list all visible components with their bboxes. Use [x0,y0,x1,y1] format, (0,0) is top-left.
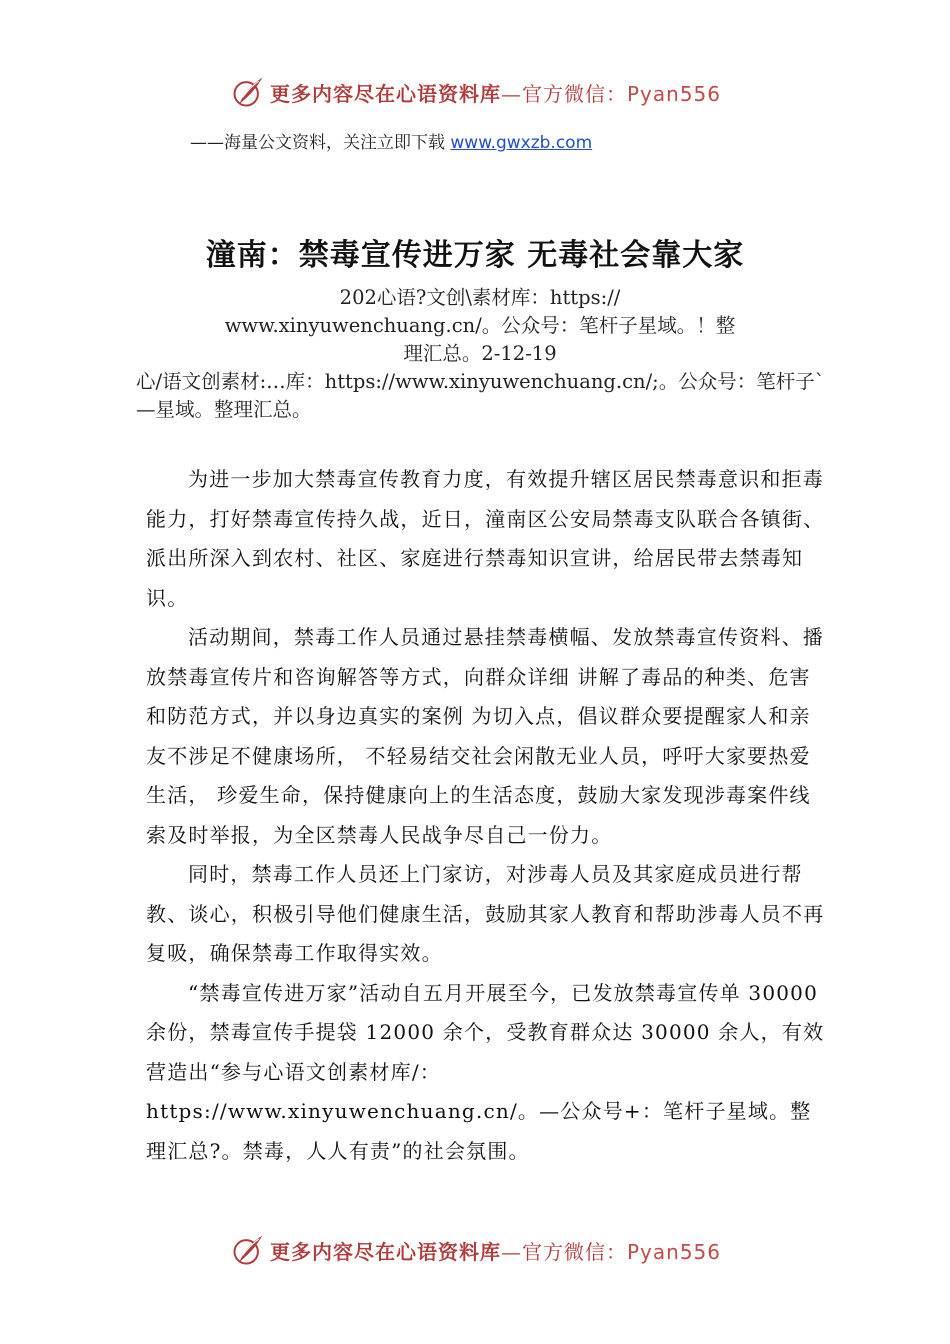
paragraph-3: 同时，禁毒工作人员还上门家访，对涉毒人员及其家庭成员进行帮教、谈心，积极引导他们健康生活，鼓励其家人教育和帮助涉毒人员不再复吸，确保禁毒工作取得实效。 [146,862,825,965]
banner-text [270,78,721,107]
meta-line-4: 心/语文创素材:…库：https://www.xinyuwenchuang.cn/;。公众号：笔杆子`—星域。整理汇总。 [136,370,825,421]
source-meta-block [100,284,860,368]
banner-wx-id: Pyan556 [627,1239,722,1264]
subline-prefix: ——海量公文资料，关注立即下载 [190,133,451,153]
paragraph-1: 为进一步加大禁毒宣传教育力度，有效提升辖区居民禁毒意识和拒毒能力，打好禁毒宣传持久战，近日，潼南区公安局禁毒支队联合各镇街、派出所深入到农村、社区、家庭进行禁毒知识宣讲，给居民带去禁毒知识。 [146,467,825,610]
paragraph-4: “禁毒宣传进万家”活动自五月开展至今，已发放禁毒宣传单 30000 余份，禁毒宣传手提袋 12000 余个，受教育群众达 30000 余人，有效营造出“参与心语文创素材库/：https://www.xinyuwenchuang.cn/。—公众号+：笔杆子星域。整理汇总?。禁毒，人人有责”的社会氛围。 [146,980,825,1163]
banner-main: 更多内容尽在心语资料库 [270,81,501,106]
banner-wx-id: Pyan556 [627,81,722,106]
quill-leaf-logo-icon [230,74,266,110]
footer-banner [230,1230,721,1270]
header-banner [230,72,721,112]
paragraph-2: 活动期间，禁毒工作人员通过悬挂禁毒横幅、发放禁毒宣传资料、播放禁毒宣传片和咨询解答等方式，向群众详细 讲解了毒品的种类、危害和防范方式，并以身边真实的案例 为切入点，倡议群众要提醒家人和亲友不涉足不健康场所， 不轻易结交社会闲散无业人员，呼吁大家要热爱生活， 珍爱生命，保持健康向上的生活态度，鼓励大家发现涉毒案件线 索及时举报，为全区禁毒人民战争尽自己一份力。 [146,625,824,847]
banner-wx-label: 官方微信： [522,1239,627,1264]
download-subline [190,128,592,153]
article-body [146,460,826,1171]
gwxzb-link[interactable]: www.gwxzb.com [450,133,593,153]
meta-line-1: 202心语?文创\素材库：https:// [339,286,621,309]
banner-separator: — [501,81,522,106]
meta-line-3: 理汇总。2-12-19 [403,342,557,365]
page-title: 潼南：禁毒宣传进万家 无毒社会靠大家 [205,238,745,273]
meta-line-2: www.xinyuwenchuang.cn/。公众号：笔杆子星域。！整 [224,314,736,337]
quill-leaf-logo-icon [230,1232,266,1268]
banner-separator: — [501,1239,522,1264]
banner-wx-label: 官方微信： [522,81,627,106]
banner-text [270,1236,721,1265]
banner-main: 更多内容尽在心语资料库 [270,1239,501,1264]
